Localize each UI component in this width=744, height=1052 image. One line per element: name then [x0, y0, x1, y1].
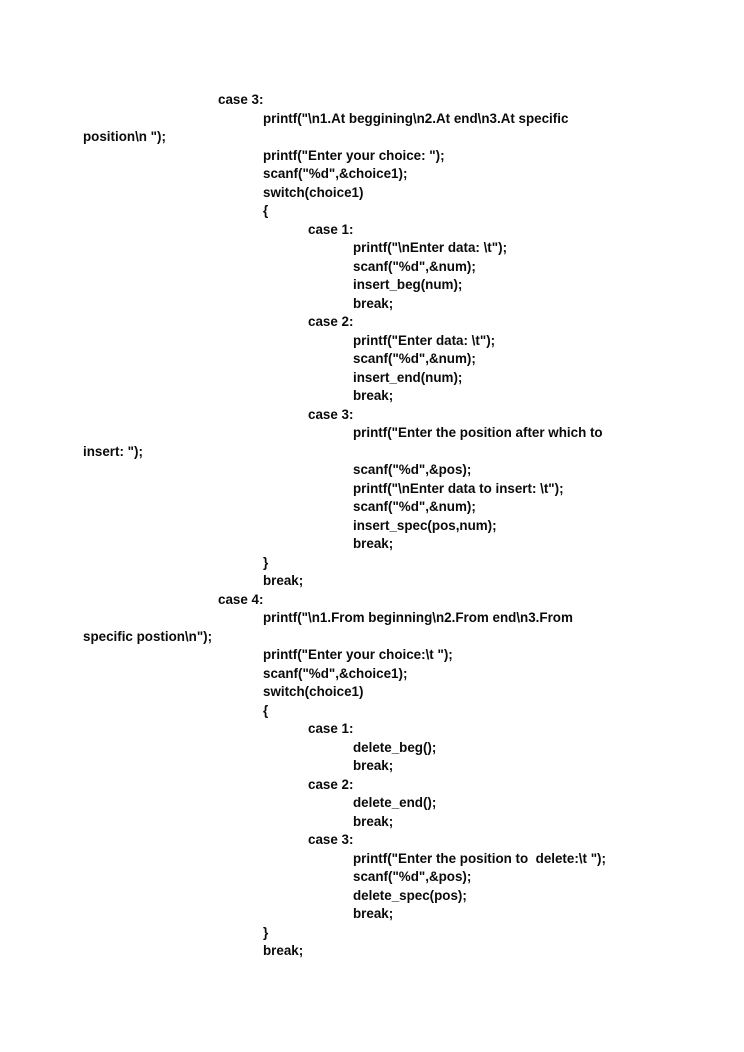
code-line — [0, 535, 744, 554]
code-line-text: break; — [263, 573, 304, 588]
code-line-text: scanf("%d",&num); — [353, 258, 476, 274]
code-line — [0, 628, 744, 647]
code-line — [0, 221, 744, 240]
code-line-text: printf("\n1.At beggining\n2.At end\n3.At specific — [263, 110, 569, 126]
code-line — [0, 665, 744, 684]
code-line — [0, 276, 744, 295]
code-line-text: scanf("%d",&num); — [353, 351, 476, 366]
code-line-text: delete_end(); — [353, 795, 437, 810]
code-line-text: switch(choice1) — [263, 684, 364, 699]
code-line — [0, 942, 744, 961]
code-line — [0, 239, 744, 258]
code-line-text: { — [263, 203, 269, 218]
code-line — [0, 850, 744, 869]
code-line — [0, 184, 744, 203]
code-line-text: case 3: — [218, 92, 264, 107]
code-line — [0, 480, 744, 499]
code-line-text: printf("\n1.From beginning\n2.From end\n3.From — [263, 610, 573, 625]
code-line-text: break; — [263, 943, 304, 958]
code-line — [0, 165, 744, 184]
code-line — [0, 258, 744, 277]
code-line-text: case 3: — [308, 406, 354, 422]
code-line — [0, 757, 744, 776]
code-line-text: case 4: — [218, 591, 264, 607]
code-line-text: switch(choice1) — [263, 184, 364, 200]
code-line-text: case 3: — [308, 832, 354, 847]
code-line-text: printf("Enter your choice: "); — [263, 147, 445, 163]
code-line-text: insert: "); — [83, 443, 143, 459]
code-line-text: insert_end(num); — [353, 369, 463, 385]
code-line — [0, 202, 744, 221]
code-line-text: printf("Enter data: \t"); — [353, 332, 496, 348]
code-line-text: scanf("%d",&num); — [353, 499, 476, 514]
code-line — [0, 739, 744, 758]
code-line — [0, 720, 744, 739]
code-line — [0, 91, 744, 110]
code-line — [0, 924, 744, 943]
code-line-text: break; — [353, 388, 394, 403]
code-line — [0, 572, 744, 591]
code-line-text: position\n "); — [83, 129, 166, 144]
code-line — [0, 350, 744, 369]
code-line — [0, 387, 744, 406]
code-line — [0, 554, 744, 573]
code-line-text: case 2: — [308, 314, 354, 329]
code-line — [0, 313, 744, 332]
code-line — [0, 424, 744, 443]
code-line-text: case 2: — [308, 776, 354, 792]
code-line — [0, 702, 744, 721]
code-line-text: break; — [353, 758, 394, 773]
code-line-text: break; — [353, 813, 394, 829]
code-line-text: case 1: — [308, 721, 354, 736]
code-line — [0, 517, 744, 536]
code-line — [0, 128, 744, 147]
code-line — [0, 443, 744, 462]
code-line — [0, 461, 744, 480]
code-line — [0, 406, 744, 425]
code-line-text: break; — [353, 295, 394, 311]
code-line-text: printf("Enter the position after which to — [353, 425, 603, 440]
code-line — [0, 609, 744, 628]
code-line — [0, 110, 744, 129]
code-line — [0, 369, 744, 388]
code-line-text: printf("\nEnter data: \t"); — [353, 240, 508, 255]
code-line — [0, 591, 744, 610]
code-line — [0, 868, 744, 887]
code-line-text: specific postion\n"); — [83, 628, 213, 644]
code-line-text: insert_spec(pos,num); — [353, 517, 497, 533]
code-line-text: scanf("%d",&choice1); — [263, 166, 408, 181]
code-line-text: scanf("%d",&pos); — [353, 462, 472, 477]
code-line — [0, 887, 744, 906]
code-line-text: printf("Enter the position to delete:\t "); — [353, 850, 606, 866]
code-line-text: scanf("%d",&choice1); — [263, 665, 408, 681]
code-line-text: break; — [353, 536, 394, 551]
code-line-text: printf("Enter your choice:\t "); — [263, 647, 453, 662]
code-line-text: delete_spec(pos); — [353, 887, 467, 903]
code-line — [0, 646, 744, 665]
code-line-text: } — [263, 924, 269, 940]
code-line-text: delete_beg(); — [353, 739, 437, 755]
code-line — [0, 683, 744, 702]
code-line — [0, 794, 744, 813]
code-line-text: insert_beg(num); — [353, 277, 463, 292]
code-line — [0, 831, 744, 850]
code-line-text: { — [263, 702, 269, 718]
code-line — [0, 813, 744, 832]
code-line-text: } — [263, 554, 269, 570]
code-line-text: case 1: — [308, 221, 354, 237]
code-line — [0, 332, 744, 351]
code-line — [0, 498, 744, 517]
code-line-text: printf("\nEnter data to insert: \t"); — [353, 480, 564, 496]
code-listing — [0, 91, 744, 961]
code-line — [0, 147, 744, 166]
code-line — [0, 776, 744, 795]
code-line-text: break; — [353, 906, 394, 921]
code-line-text: scanf("%d",&pos); — [353, 869, 472, 884]
code-line — [0, 295, 744, 314]
code-line — [0, 905, 744, 924]
